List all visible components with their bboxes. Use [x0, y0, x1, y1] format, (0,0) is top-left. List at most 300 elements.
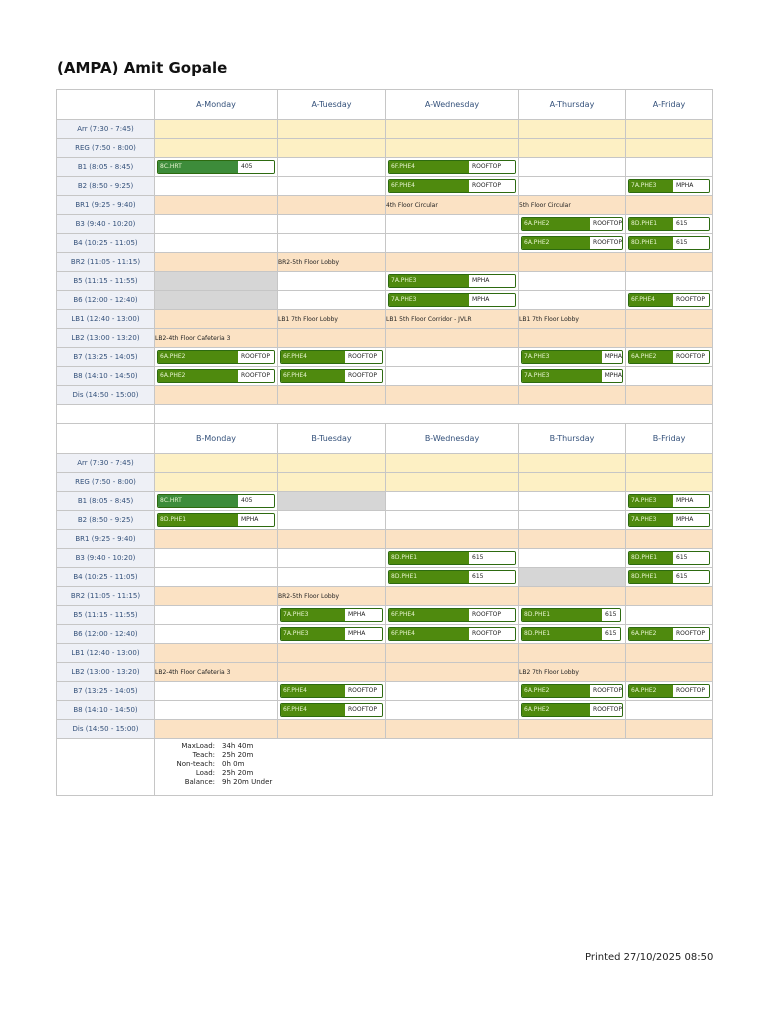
timetable-cell [386, 215, 519, 234]
period-row [57, 720, 713, 739]
lesson-class: 6A.PHE2 [158, 370, 238, 382]
timetable-cell [386, 367, 519, 386]
lesson-block[interactable] [628, 217, 710, 231]
timetable-cell [386, 701, 519, 720]
lesson-class: 8D.PHE1 [389, 571, 469, 583]
lesson-cell[interactable] [519, 701, 626, 720]
lesson-block[interactable] [521, 217, 623, 231]
lesson-room: 615 [673, 237, 709, 249]
duty-note: BR2-5th Floor Lobby [278, 587, 386, 606]
timetable-cell [386, 473, 519, 492]
timetable-cell [155, 386, 278, 405]
period-row [57, 310, 713, 329]
lesson-block[interactable] [628, 570, 710, 584]
timetable-cell [626, 701, 713, 720]
timetable-cell [626, 386, 713, 405]
lesson-cell[interactable] [386, 291, 519, 310]
timetable-cell [626, 158, 713, 177]
period-row [57, 663, 713, 682]
period-row [57, 158, 713, 177]
timetable-cell [386, 511, 519, 530]
timetable-cell [519, 720, 626, 739]
period-label: B8 (14:10 - 14:50) [57, 701, 155, 720]
timetable-cell [519, 120, 626, 139]
lesson-cell[interactable] [278, 625, 386, 644]
timetable-cell [519, 492, 626, 511]
lesson-block[interactable] [628, 236, 710, 250]
timetable-cell [386, 329, 519, 348]
day-header: A-Wednesday [386, 90, 519, 120]
period-label: B4 (10:25 - 11:05) [57, 234, 155, 253]
header-corner [57, 424, 155, 454]
lesson-room: MPHA [469, 294, 515, 306]
load-stats [155, 739, 712, 787]
lesson-block[interactable] [521, 369, 623, 383]
day-header: A-Thursday [519, 90, 626, 120]
lesson-room: ROOFTOP [238, 370, 274, 382]
timetable-cell [386, 253, 519, 272]
lesson-block[interactable] [388, 293, 516, 307]
lesson-block[interactable] [628, 293, 710, 307]
summary-row [57, 739, 713, 796]
timetable-cell [278, 329, 386, 348]
lesson-cell[interactable] [626, 291, 713, 310]
period-label: Dis (14:50 - 15:00) [57, 720, 155, 739]
timetable-cell [519, 291, 626, 310]
timetable-cell [519, 386, 626, 405]
lesson-cell[interactable] [155, 511, 278, 530]
timetable-cell [519, 329, 626, 348]
lesson-block[interactable] [157, 494, 275, 508]
lesson-room: ROOFTOP [673, 351, 709, 363]
lesson-room: MPHA [673, 495, 709, 507]
stat-value: 0h 0m [222, 760, 245, 768]
lesson-class: 8D.PHE1 [158, 514, 238, 526]
timetable-cell [155, 196, 278, 215]
summary-empty [57, 739, 155, 796]
lesson-class: 8D.PHE1 [629, 237, 673, 249]
lesson-block[interactable] [280, 608, 383, 622]
period-label: B1 (8:05 - 8:45) [57, 158, 155, 177]
lesson-cell[interactable] [278, 606, 386, 625]
stat-key: Non-teach: [176, 760, 215, 768]
timetable-cell [626, 139, 713, 158]
lesson-cell[interactable] [626, 625, 713, 644]
timetable-cell [278, 158, 386, 177]
lesson-class: 6F.PHE4 [281, 704, 345, 716]
timetable-cell [155, 454, 278, 473]
timetable-cell [386, 720, 519, 739]
stat-row [155, 778, 712, 787]
lesson-block[interactable] [521, 684, 623, 698]
lesson-room: 405 [238, 161, 274, 173]
stat-value: 34h 40m [222, 742, 254, 750]
lesson-cell[interactable] [626, 215, 713, 234]
lesson-cell[interactable] [519, 215, 626, 234]
period-label: B6 (12:00 - 12:40) [57, 625, 155, 644]
lesson-block[interactable] [388, 608, 516, 622]
timetable-cell [278, 568, 386, 587]
timetable-cell [386, 234, 519, 253]
duty-note: LB2 7th Floor Lobby [519, 663, 626, 682]
lesson-cell[interactable] [626, 549, 713, 568]
period-label: B4 (10:25 - 11:05) [57, 568, 155, 587]
lesson-cell[interactable] [278, 348, 386, 367]
period-label: BR2 (11:05 - 11:15) [57, 587, 155, 606]
timetable-cell [626, 329, 713, 348]
spacer-row [57, 405, 713, 424]
lesson-cell[interactable] [626, 492, 713, 511]
lesson-class: 7A.PHE3 [629, 180, 673, 192]
printed-timestamp: Printed 27/10/2025 08:50 [585, 952, 714, 963]
page-title: (AMPA) Amit Gopale [57, 59, 228, 77]
timetable-cell [278, 454, 386, 473]
lesson-cell[interactable] [519, 367, 626, 386]
lesson-class: 6A.PHE2 [629, 628, 673, 640]
duty-note: LB1 5th Floor Corridor - JVLR [386, 310, 519, 329]
lesson-class: 8D.PHE1 [629, 218, 673, 230]
timetable-cell [278, 177, 386, 196]
duty-note: BR2-5th Floor Lobby [278, 253, 386, 272]
lesson-class: 6F.PHE4 [281, 685, 345, 697]
lesson-block[interactable] [280, 684, 383, 698]
timetable-cell [519, 568, 626, 587]
timetable-cell [155, 549, 278, 568]
timetable-cell [519, 587, 626, 606]
duty-note: 4th Floor Circular [386, 196, 519, 215]
lesson-room: 615 [469, 571, 515, 583]
week-a-header-row [57, 90, 713, 120]
lesson-class: 6A.PHE2 [629, 351, 673, 363]
lesson-block[interactable] [388, 274, 516, 288]
lesson-cell[interactable] [519, 682, 626, 701]
lesson-cell[interactable] [626, 234, 713, 253]
timetable-cell [155, 682, 278, 701]
period-row [57, 386, 713, 405]
timetable-cell [155, 701, 278, 720]
lesson-cell[interactable] [626, 568, 713, 587]
lesson-class: 8D.PHE1 [629, 552, 673, 564]
period-row [57, 291, 713, 310]
stat-row [155, 751, 712, 760]
timetable-cell [519, 530, 626, 549]
period-row [57, 473, 713, 492]
timetable-cell [519, 253, 626, 272]
lesson-class: 7A.PHE3 [522, 370, 602, 382]
timetable-cell [519, 139, 626, 158]
timetable-cell [386, 663, 519, 682]
lesson-room: ROOFTOP [590, 218, 622, 230]
header-corner [57, 90, 155, 120]
lesson-class: 7A.PHE3 [281, 609, 345, 621]
lesson-room: ROOFTOP [469, 161, 515, 173]
timetable-cell [278, 530, 386, 549]
duty-note: 5th Floor Circular [519, 196, 626, 215]
lesson-cell[interactable] [386, 568, 519, 587]
lesson-cell[interactable] [278, 367, 386, 386]
day-header: B-Tuesday [278, 424, 386, 454]
lesson-class: 8D.PHE1 [389, 552, 469, 564]
lesson-block[interactable] [280, 627, 383, 641]
period-label: REG (7:50 - 8:00) [57, 473, 155, 492]
stat-row [155, 769, 712, 778]
period-label: B2 (8:50 - 9:25) [57, 511, 155, 530]
lesson-block[interactable] [628, 551, 710, 565]
timetable-cell [278, 473, 386, 492]
lesson-room: 405 [238, 495, 274, 507]
lesson-block[interactable] [628, 179, 710, 193]
lesson-class: 6F.PHE4 [389, 609, 469, 621]
period-label: B5 (11:15 - 11:55) [57, 272, 155, 291]
lesson-class: 8C.HRT [158, 161, 238, 173]
lesson-block[interactable] [521, 703, 623, 717]
lesson-block[interactable] [388, 551, 516, 565]
lesson-room: MPHA [345, 628, 382, 640]
lesson-block[interactable] [521, 236, 623, 250]
lesson-cell[interactable] [519, 348, 626, 367]
day-header: B-Monday [155, 424, 278, 454]
stat-key: Balance: [184, 778, 215, 786]
lesson-cell[interactable] [626, 682, 713, 701]
period-row [57, 272, 713, 291]
stat-value: 25h 20m [222, 751, 254, 759]
timetable-cell [155, 606, 278, 625]
lesson-block[interactable] [521, 350, 623, 364]
timetable-cell [626, 367, 713, 386]
lesson-class: 6A.PHE2 [522, 218, 590, 230]
lesson-cell[interactable] [278, 701, 386, 720]
period-row [57, 530, 713, 549]
timetable-cell [155, 310, 278, 329]
period-label: B7 (13:25 - 14:05) [57, 682, 155, 701]
timetable-cell [278, 196, 386, 215]
lesson-class: 6F.PHE4 [629, 294, 673, 306]
timetable-cell [386, 139, 519, 158]
timetable-cell [626, 587, 713, 606]
period-row [57, 549, 713, 568]
lesson-room: MPHA [345, 609, 382, 621]
period-label: B3 (9:40 - 10:20) [57, 215, 155, 234]
timetable-cell [626, 253, 713, 272]
lesson-block[interactable] [521, 608, 621, 622]
lesson-room: ROOFTOP [238, 351, 274, 363]
timetable-cell [626, 720, 713, 739]
timetable-cell [278, 291, 386, 310]
lesson-cell[interactable] [155, 348, 278, 367]
lesson-block[interactable] [388, 627, 516, 641]
period-row [57, 348, 713, 367]
timetable-cell [155, 234, 278, 253]
lesson-room: 615 [673, 571, 709, 583]
lesson-block[interactable] [388, 179, 516, 193]
lesson-class: 8D.PHE1 [629, 571, 673, 583]
timetable-cell [519, 511, 626, 530]
lesson-room: MPHA [602, 351, 622, 363]
lesson-room: 615 [673, 552, 709, 564]
lesson-block[interactable] [280, 350, 383, 364]
lesson-cell[interactable] [626, 348, 713, 367]
timetable-cell [626, 272, 713, 291]
lesson-cell[interactable] [386, 625, 519, 644]
timetable-cell [386, 587, 519, 606]
lesson-room: 615 [673, 218, 709, 230]
lesson-cell[interactable] [519, 606, 626, 625]
lesson-room: ROOFTOP [673, 294, 709, 306]
timetable-cell [626, 606, 713, 625]
lesson-room: ROOFTOP [469, 180, 515, 192]
lesson-room: 615 [602, 609, 620, 621]
lesson-block[interactable] [157, 160, 275, 174]
lesson-cell[interactable] [626, 177, 713, 196]
lesson-cell[interactable] [386, 606, 519, 625]
lesson-cell[interactable] [386, 549, 519, 568]
lesson-class: 7A.PHE3 [389, 294, 469, 306]
lesson-room: ROOFTOP [345, 685, 382, 697]
lesson-room: ROOFTOP [345, 351, 382, 363]
summary-cell [155, 739, 713, 796]
lesson-block[interactable] [628, 350, 710, 364]
lesson-block[interactable] [628, 627, 710, 641]
lesson-class: 6A.PHE2 [522, 237, 590, 249]
timetable-cell [519, 549, 626, 568]
period-row [57, 682, 713, 701]
lesson-block[interactable] [280, 703, 383, 717]
timetable-cell [155, 568, 278, 587]
timetable-cell [278, 272, 386, 291]
lesson-room: ROOFTOP [345, 370, 382, 382]
lesson-cell[interactable] [519, 234, 626, 253]
lesson-room: ROOFTOP [590, 237, 622, 249]
lesson-room: ROOFTOP [469, 609, 515, 621]
lesson-class: 6F.PHE4 [389, 161, 469, 173]
lesson-cell[interactable] [155, 492, 278, 511]
period-row [57, 329, 713, 348]
day-header: B-Wednesday [386, 424, 519, 454]
lesson-block[interactable] [157, 513, 275, 527]
period-label: B7 (13:25 - 14:05) [57, 348, 155, 367]
lesson-class: 7A.PHE3 [389, 275, 469, 287]
lesson-class: 8C.HRT [158, 495, 238, 507]
lesson-room: MPHA [602, 370, 622, 382]
period-label: B8 (14:10 - 14:50) [57, 367, 155, 386]
lesson-cell[interactable] [278, 682, 386, 701]
timetable-cell [386, 492, 519, 511]
lesson-block[interactable] [628, 494, 710, 508]
lesson-class: 7A.PHE3 [522, 351, 602, 363]
lesson-room: ROOFTOP [469, 628, 515, 640]
lesson-room: ROOFTOP [590, 685, 622, 697]
stat-row [155, 760, 712, 769]
timetable [56, 89, 713, 796]
period-label: LB2 (13:00 - 13:20) [57, 663, 155, 682]
timetable-cell [278, 720, 386, 739]
lesson-room: ROOFTOP [590, 704, 622, 716]
period-row [57, 253, 713, 272]
lesson-room: ROOFTOP [673, 628, 709, 640]
lesson-cell[interactable] [519, 625, 626, 644]
lesson-cell[interactable] [386, 272, 519, 291]
lesson-block[interactable] [280, 369, 383, 383]
lesson-room: ROOFTOP [345, 704, 382, 716]
lesson-block[interactable] [388, 160, 516, 174]
lesson-block[interactable] [388, 570, 516, 584]
period-label: Dis (14:50 - 15:00) [57, 386, 155, 405]
lesson-block[interactable] [157, 369, 275, 383]
timetable-cell [626, 663, 713, 682]
lesson-block[interactable] [157, 350, 275, 364]
timetable-cell [519, 454, 626, 473]
lesson-cell[interactable] [386, 158, 519, 177]
period-label: LB1 (12:40 - 13:00) [57, 310, 155, 329]
timetable-cell [386, 348, 519, 367]
timetable-cell [519, 272, 626, 291]
stat-key: Teach: [192, 751, 215, 759]
lesson-cell[interactable] [155, 367, 278, 386]
period-label: BR2 (11:05 - 11:15) [57, 253, 155, 272]
period-label: BR1 (9:25 - 9:40) [57, 530, 155, 549]
day-header: A-Tuesday [278, 90, 386, 120]
timetable-cell [155, 291, 278, 310]
period-row [57, 177, 713, 196]
duty-note: LB1 7th Floor Lobby [519, 310, 626, 329]
lesson-class: 6F.PHE4 [389, 180, 469, 192]
timetable-cell [386, 386, 519, 405]
period-row [57, 215, 713, 234]
period-row [57, 454, 713, 473]
lesson-room: 615 [469, 552, 515, 564]
timetable-cell [386, 454, 519, 473]
lesson-room: MPHA [673, 514, 709, 526]
timetable-cell [626, 454, 713, 473]
lesson-block[interactable] [521, 627, 621, 641]
lesson-block[interactable] [628, 684, 710, 698]
timetable-cell [519, 644, 626, 663]
lesson-class: 7A.PHE3 [629, 514, 673, 526]
lesson-class: 7A.PHE3 [281, 628, 345, 640]
timetable-cell [155, 720, 278, 739]
timetable-cell [626, 473, 713, 492]
day-header: B-Friday [626, 424, 713, 454]
timetable-cell [278, 234, 386, 253]
period-row [57, 606, 713, 625]
lesson-block[interactable] [628, 513, 710, 527]
lesson-room: 615 [602, 628, 620, 640]
timetable-cell [519, 158, 626, 177]
timetable-cell [278, 215, 386, 234]
period-row [57, 587, 713, 606]
lesson-cell[interactable] [626, 511, 713, 530]
lesson-class: 6A.PHE2 [522, 704, 590, 716]
day-header: B-Thursday [519, 424, 626, 454]
stat-value: 25h 20m [222, 769, 254, 777]
timetable-cell [626, 644, 713, 663]
period-label: B6 (12:00 - 12:40) [57, 291, 155, 310]
lesson-cell[interactable] [155, 158, 278, 177]
lesson-cell[interactable] [386, 177, 519, 196]
period-label: B1 (8:05 - 8:45) [57, 492, 155, 511]
duty-note: LB2-4th Floor Cafeteria 3 [155, 663, 278, 682]
timetable-cell [386, 120, 519, 139]
timetable-cell [519, 473, 626, 492]
spacer-cell [155, 405, 713, 424]
timetable-cell [386, 644, 519, 663]
timetable-cell [278, 386, 386, 405]
stat-row [155, 742, 712, 751]
period-row [57, 644, 713, 663]
timetable-cell [626, 310, 713, 329]
day-header: A-Friday [626, 90, 713, 120]
timetable-cell [155, 120, 278, 139]
